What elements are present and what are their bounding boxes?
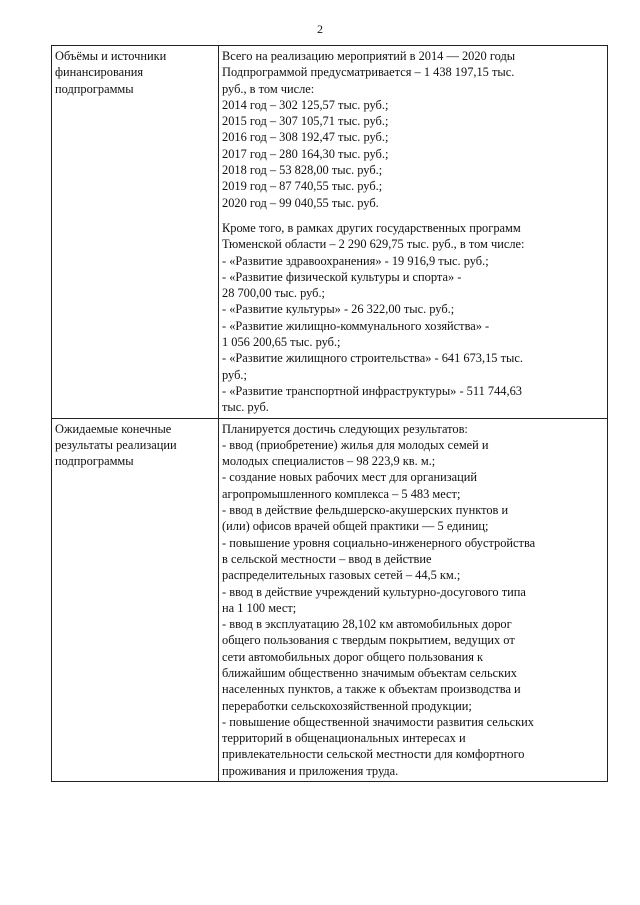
content-line: Всего на реализацию мероприятий в 2014 — 2020 годы	[222, 49, 516, 63]
content-line: 2018 год – 53 828,00 тыс. руб.;	[222, 163, 383, 178]
paragraph-gap	[222, 211, 604, 220]
content-line: переработки сельскохозяйственной продукции;	[222, 698, 472, 713]
row-label-cell	[52, 46, 219, 419]
content-line: Кроме того, в рамках других государственных программ	[222, 220, 521, 235]
content-line: - «Развитие транспортной инфраструктуры» - 511 744,63	[222, 383, 522, 398]
row-content-cell	[219, 46, 608, 419]
content-line: (или) офисов врачей общей практики — 5 единиц;	[222, 519, 489, 534]
content-line: на 1 100 мест;	[222, 600, 297, 615]
row-label-line: финансирования	[55, 65, 144, 80]
content-line: населенных пунктов, а также к объектам производства и	[222, 682, 521, 697]
content-line: - «Развитие физической культуры и спорта» -	[222, 269, 462, 284]
row-label-cell	[52, 418, 219, 782]
content-line: тыс. руб.	[222, 400, 269, 415]
row-label-line: Ожидаемые конечные	[55, 421, 172, 436]
content-line: 28 700,00 тыс. руб.;	[222, 286, 326, 301]
row-label-line: подпрограммы	[55, 81, 134, 96]
content-line: 2014 год – 302 125,57 тыс. руб.;	[222, 97, 389, 112]
content-line: - «Развитие жилищно-коммунального хозяйства» -	[222, 318, 490, 333]
content-line: молодых специалистов – 98 223,9 кв. м.;	[222, 454, 436, 469]
content-line: 2020 год – 99 040,55 тыс. руб.	[222, 195, 379, 210]
content-line: агропромышленного комплекса – 5 483 мест;	[222, 486, 461, 501]
content-line: Подпрограммой предусматривается – 1 438 197,15 тыс.	[222, 65, 515, 80]
page-number: 2	[317, 22, 323, 36]
content-line: - повышение общественной значимости развития сельских	[222, 714, 534, 729]
content-line: распределительных газовых сетей – 44,5 км.;	[222, 568, 461, 583]
table-row	[52, 418, 608, 782]
content-line: - ввод в действие фельдшерско-акушерских пунктов и	[222, 503, 509, 518]
content-line: ближайшим общественно значимым объектам сельских	[222, 665, 517, 680]
content-line: Планируется достичь следующих результатов:	[222, 421, 468, 436]
content-line: - «Развитие культуры» - 26 322,00 тыс. руб.;	[222, 302, 455, 317]
content-line: руб.;	[222, 367, 247, 382]
content-line: общего пользования с твердым покрытием, ведущих от	[222, 633, 515, 648]
table-body	[52, 46, 608, 782]
content-line: - ввод (приобретение) жилья для молодых семей и	[222, 437, 489, 452]
content-line: территорий в общенациональных интересах и	[222, 731, 466, 746]
table-row	[52, 46, 608, 419]
content-line: руб., в том числе:	[222, 81, 315, 96]
content-line: 2015 год – 307 105,71 тыс. руб.;	[222, 114, 389, 129]
content-line: - «Развитие здравоохранения» - 19 916,9 тыс. руб.;	[222, 253, 489, 268]
content-line: 1 056 200,65 тыс. руб.;	[222, 335, 341, 350]
row-label-line: подпрограммы	[55, 454, 134, 469]
content-line: привлекательности сельской местности для комфортного	[222, 747, 525, 762]
row-content-cell	[219, 418, 608, 782]
document-table	[51, 45, 608, 782]
row-label-line: результаты реализации	[55, 437, 177, 452]
content-line: 2017 год – 280 164,30 тыс. руб.;	[222, 146, 389, 161]
content-line: 2016 год – 308 192,47 тыс. руб.;	[222, 130, 389, 145]
content-line: проживания и приложения труда.	[222, 763, 399, 778]
row-label-line: Объёмы и источники	[55, 49, 167, 63]
content-line: - «Развитие жилищного строительства» - 641 673,15 тыс.	[222, 351, 523, 366]
content-line: 2019 год – 87 740,55 тыс. руб.;	[222, 179, 383, 194]
content-line: - ввод в эксплуатацию 28,102 км автомобильных дорог	[222, 617, 512, 632]
content-line: в сельской местности – ввод в действие	[222, 551, 432, 566]
content-line: - ввод в действие учреждений культурно-досугового типа	[222, 584, 526, 599]
content-line: - повышение уровня социально-инженерного обустройства	[222, 535, 536, 550]
content-line: Тюменской области – 2 290 629,75 тыс. руб., в том числе:	[222, 237, 525, 252]
content-line: - создание новых рабочих мест для организаций	[222, 470, 478, 485]
content-line: сети автомобильных дорог общего пользования к	[222, 649, 484, 664]
